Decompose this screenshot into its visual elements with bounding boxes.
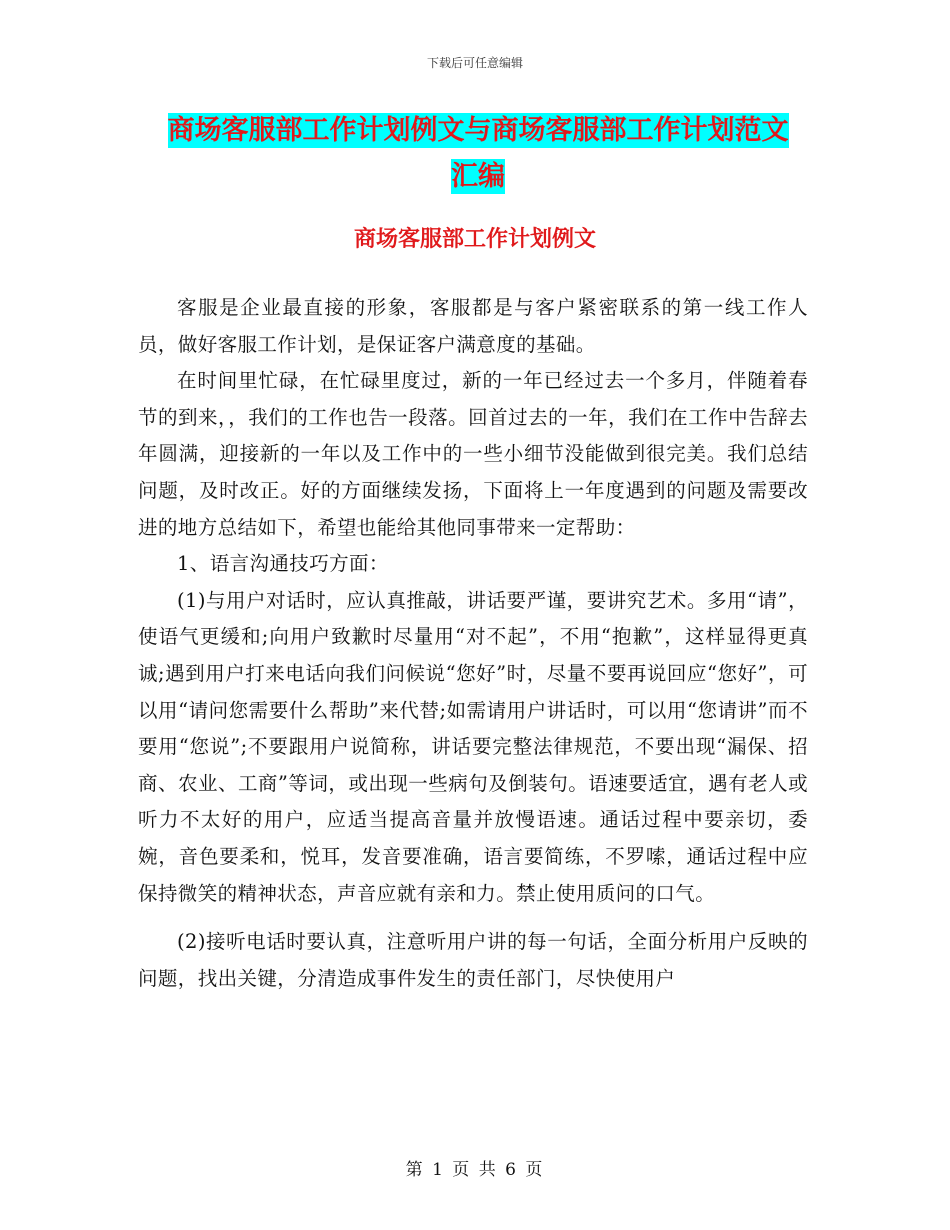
document-title bbox=[138, 108, 818, 200]
paragraph: 1、语言沟通技巧方面： bbox=[177, 552, 389, 576]
paragraph: (2)接听电话时要认真，注意听用户讲的每一句话，全面分析用户反映的问题，找出关键，分清造成事件发生的责任部门，尽快使用户 bbox=[138, 930, 808, 990]
page-footer: 第 1 页 共 6 页 bbox=[405, 1160, 545, 1180]
document-title-line-1: 商场客服部工作计划例文与商场客服部工作计划范文 bbox=[167, 115, 789, 146]
paragraph: 客服是企业最直接的形象，客服都是与客户紧密联系的第一线工作人员，做好客服工作计划，是保证客户满意度的基础。 bbox=[138, 296, 808, 356]
body-text bbox=[138, 290, 808, 997]
section-title: 商场客服部工作计划例文 bbox=[353, 226, 596, 252]
paragraph: 在时间里忙碌，在忙碌里度过，新的一年已经过去一个多月，伴随着春节的到来，，我们的工作也告一段落。回首过去的一年，我们在工作中告辞去年圆满，迎接新的一年以及工作中的一些小细节没能做到很完美。我们总结问题，及时改正。好的方面继续发扬，下面将上一年度遇到的问题及需要改进的地方总结如下，希望也能给其他同事带来一定帮助： bbox=[138, 369, 808, 539]
document-title-line-2: 汇编 bbox=[451, 161, 505, 192]
header-note: 下载后可任意编辑 bbox=[426, 56, 523, 70]
paragraph: (1)与用户对话时，应认真推敲，讲话要严谨，要讲究艺术。多用“请”，使语气更缓和;向用户致歉时尽量用“对不起”，不用“抱歉”，这样显得更真诚;遇到用户打来电话向我们问候说“您好”时，尽量不要再说回应“您好”，可以用“请问您需要什么帮助”来代替;如需请用户讲话时，可以用“您请讲”而不要用“您说”;不要跟用户说简称，讲话要完整法律规范，不要出现“漏保、招商、农业、工商”等词，或出现一些病句及倒装句。语速要适宜，遇有老人或听力不太好的用户，应适当提高音量并放慢语速。通话过程中要亲切，委婉，音色要柔和，悦耳，发音要准确，语言要简练，不罗嗦，通话过程中应保持微笑的精神状态，声音应就有亲和力。禁止使用质问的口气。 bbox=[138, 588, 808, 905]
